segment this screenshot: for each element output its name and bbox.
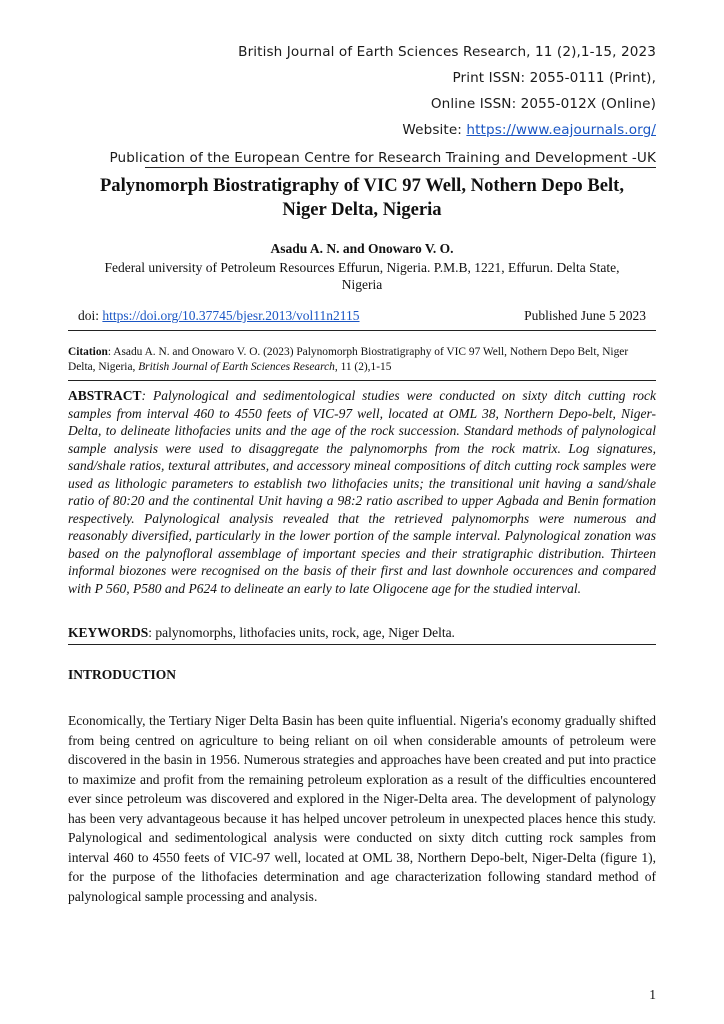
title-line-1: Palynomorph Biostratigraphy of VIC 97 Well, Nothern Depo Belt, [99, 175, 625, 196]
citation-rule [68, 380, 656, 381]
affiliation-line-1: Federal university of Petroleum Resources Effurun, Nigeria. P.M.B, 1221, Effurun. Delta State, [104, 260, 620, 275]
publisher-line: Publication of the European Centre for Research Training and Development -UK [109, 150, 656, 166]
citation [68, 345, 656, 375]
keywords-text: : palynomorphs, lithofacies units, rock, age, Niger Delta. [148, 625, 455, 640]
doi-label: doi: [78, 308, 103, 323]
keywords [68, 625, 656, 641]
keywords-label: KEYWORDS [68, 625, 149, 640]
website-line [402, 122, 656, 138]
page-number: 1 [649, 987, 656, 1002]
citation-journal: British Journal of Earth Sciences Research [138, 361, 335, 373]
published-date: Published June 5 2023 [524, 308, 646, 323]
paper-title [68, 174, 656, 222]
doi-rule [68, 330, 656, 331]
website-label: Website: [402, 122, 467, 138]
journal-header: British Journal of Earth Sciences Research, 11 (2),1-15, 2023 [238, 44, 656, 60]
introduction-heading: INTRODUCTION [68, 667, 177, 682]
citation-text: : Asadu A. N. and Onowaro V. O. (2023) Palynomorph Biostratigraphy of VIC 97 Well, Nothern Depo Belt, Niger Delta, Nigeria, [68, 346, 629, 373]
online-issn: Online ISSN: 2055-012X (Online) [430, 96, 656, 112]
affiliation [68, 259, 656, 293]
title-line-2: Niger Delta, Nigeria [282, 199, 442, 220]
citation-label: Citation [68, 346, 108, 358]
introduction-paragraph: Economically, the Tertiary Niger Delta Basin has been quite influential. Nigeria's economy gradually shifted from being centred on agriculture to being reliant on oil when considerable amounts of petroleum were discovered in the basin in 1956. Numerous strategies and approaches have been created and put into practice to maximize and profit from the remaining petroleum exploration as a result of the difficulties encountered ever since petroleum was discovered and explored in the Niger-Delta area. The development of palynology has been very advantageous because it has helped uncover petroleum in unexpected places hence this study. Palynological and sedimentological analysis were conducted on sixty ditch cutting rock samples from interval 460 to 4550 feets of VIC-97 well, located at OML 38, Northern Depo-belt, Niger-Delta (figure 1), for the purpose of the lithofacies determination and age characterization following standard method of palynological sample processing and analysis. [68, 713, 656, 904]
abstract [68, 387, 656, 597]
doi [78, 308, 360, 324]
doi-row [78, 308, 646, 324]
abstract-text: : Palynological and sedimentological studies were conducted on sixty ditch cutting rock samples from interval 460 to 4550 feets of VIC-97 well, located at OML 38, Northern Depo-belt, Niger-Delta, to delineate lithofacies units and the age of the rock succession. Standard methods of palynological sample analysis were used to disaggregate the palynomorphs from the rock matrix. Log signatures, sand/shale ratios, textural attributes, and accessory mineal compositions of ditch cutting rock samples were used as lithologic parameters to establish two lithofacies units; the transitional unit having a sand/shale ratio of 80:20 and the continental Unit having a 98:2 ratio ascribed to upper Agbada and Benin formation respectively. Palynological analysis revealed that the retrieved palynomorphs were numerous and reasonably diversified, particularly in the lower portion of the sample interval. Palynological zonation was based on the palynofloral assemblage of important species and their stratigraphic distribution. Thirteen informal biozones were recognised on the basis of their first and last downhole occurences and compared with P 560, P580 and P624 to delineate an early to late Oligocene age for the studied interval. [68, 388, 656, 596]
abstract-label: ABSTRACT [68, 388, 142, 403]
print-issn: Print ISSN: 2055-0111 (Print), [452, 70, 656, 86]
authors: Asadu A. N. and Onowaro V. O. [270, 241, 454, 256]
citation-tail: , 11 (2),1-15 [334, 361, 392, 373]
website-link[interactable]: https://www.eajournals.org/ [466, 122, 656, 138]
doi-link[interactable]: https://doi.org/10.37745/bjesr.2013/vol11n2115 [102, 308, 360, 323]
header-rule [145, 167, 656, 168]
keywords-rule [68, 644, 656, 645]
affiliation-line-2: Nigeria [341, 277, 383, 292]
